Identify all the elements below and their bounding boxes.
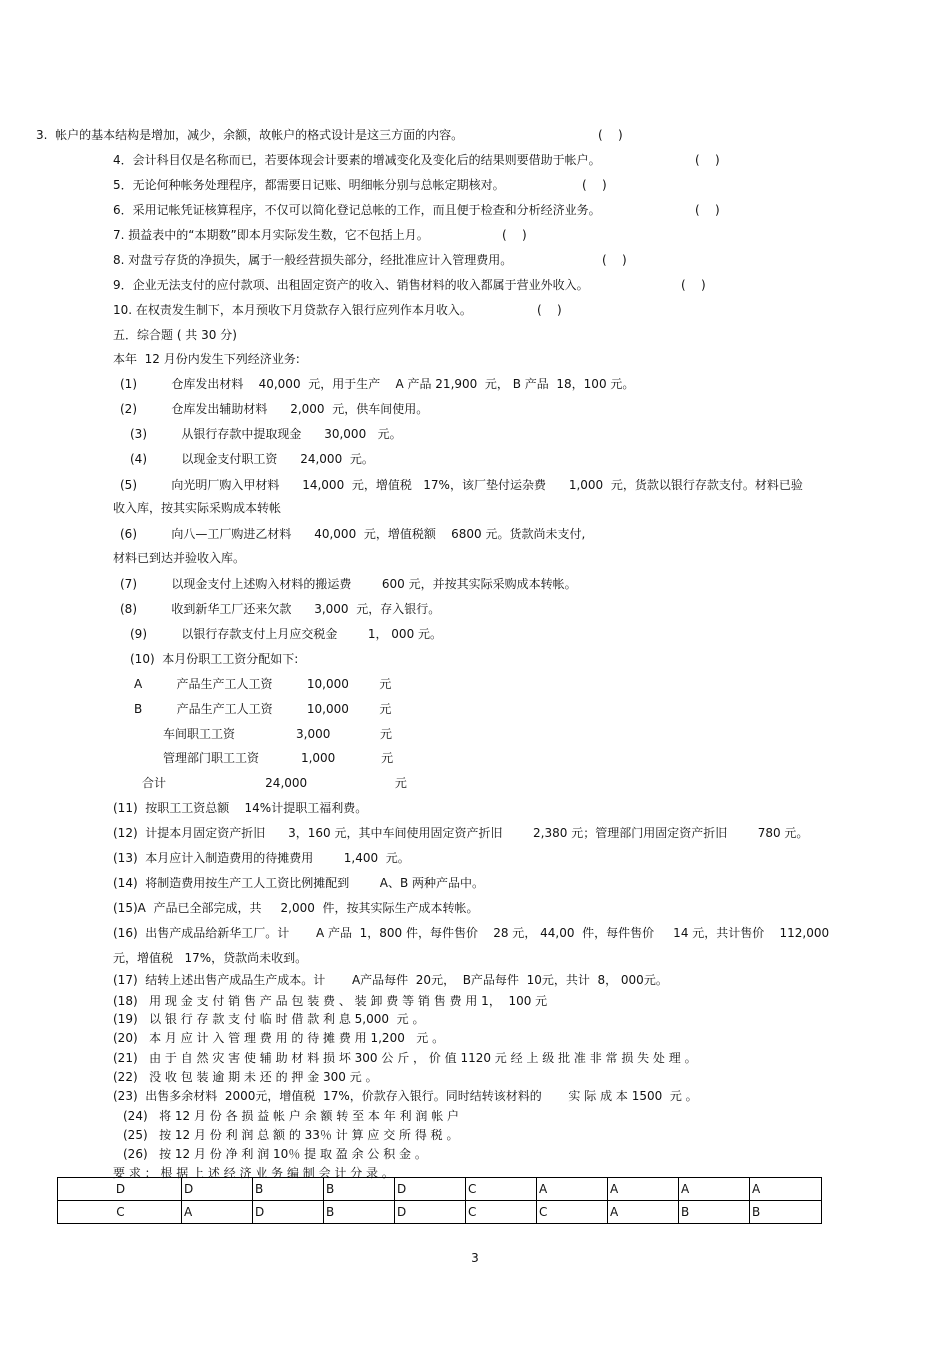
text-line: (5) 向光明厂购入甲材料 14,000 元，增值税 17%，该厂垫付运杂费 1,000 元，货款以银行存款支付。材料已验: [120, 478, 803, 492]
table-row: [58, 1201, 822, 1224]
text-line: (21) 由 于 自 然 灾 害 使 辅 助 材 料 损 坏 300 公 斤 ， 价 值 1120 元 经 上 级 批 准 非 常 损 失 处 理 。: [113, 1051, 697, 1065]
table-cell: B: [324, 1201, 395, 1224]
text-line: 10. 在权责发生制下，本月预收下月贷款存入银行应列作本月收入。: [113, 303, 472, 317]
answer-blank: ( ): [695, 203, 720, 217]
text-line: (9) 以银行存款支付上月应交税金 1， 000 元。: [130, 627, 443, 641]
table-cell: A: [608, 1178, 679, 1201]
table-cell: B: [750, 1201, 822, 1224]
text-line: (4) 以现金支付职工资 24,000 元。: [130, 452, 374, 466]
answer-blank: ( ): [681, 278, 706, 292]
text-line: (18) 用 现 金 支 付 销 售 产 品 包 装 费 、 装 卸 费 等 销 售 费 用 1， 100 元: [113, 994, 548, 1008]
table-cell: B: [324, 1178, 395, 1201]
text-line: (15)A 产品已全部完成，共 2,000 件，按其实际生产成本转帐。: [113, 901, 479, 915]
text-line: 9．企业无法支付的应付款项、出租固定资产的收入、销售材料的收入都属于营业外收入。: [113, 278, 589, 292]
text-line: (10) 本月份职工工资分配如下:: [130, 652, 299, 666]
text-line: (19) 以 银 行 存 款 支 付 临 时 借 款 利 息 5,000 元 。: [113, 1012, 425, 1026]
text-line: (3) 从银行存款中提取现金 30,000 元。: [130, 427, 402, 441]
answer-blank: ( ): [537, 303, 562, 317]
text-line: (8) 收到新华工厂还来欠款 3,000 元，存入银行。: [120, 602, 441, 616]
text-line: 8. 对盘亏存货的净损失，属于一般经营损失部分，经批准应计入管理费用。: [113, 253, 513, 267]
text-line: (25) 按 12 月 份 利 润 总 额 的 33％ 计 算 应 交 所 得 税 。: [123, 1128, 459, 1142]
text-line: (17) 结转上述出售产成品生产成本。计 A产品每件 20元， B产品每件 10元，共计 8， 000元。: [113, 973, 668, 987]
table-row: [58, 1178, 822, 1201]
text-line: 五．综合题 ( 共 30 分): [113, 328, 237, 342]
table-cell: D: [395, 1178, 466, 1201]
text-line: (23) 出售多余材料 2000元，增值税 17%，价款存入银行。同时结转该材料的 实 际 成 本 1500 元 。: [113, 1089, 698, 1103]
text-line: (14) 将制造费用按生产工人工资比例摊配到 A、B 两种产品中。: [113, 876, 485, 890]
text-line: 3. 帐户的基本结构是增加，减少，余额，故帐户的格式设计是这三方面的内容。: [36, 128, 464, 142]
answer-blank: ( ): [502, 228, 527, 242]
text-line: 管理部门职工工资 1,000 元: [163, 751, 394, 765]
text-line: (2) 仓库发出辅助材料 2,000 元，供车间使用。: [120, 402, 429, 416]
text-line: (22) 没 收 包 装 逾 期 未 还 的 押 金 300 元 。: [113, 1070, 378, 1084]
answer-blank: ( ): [582, 178, 607, 192]
table-cell: C: [466, 1201, 537, 1224]
table-cell: C: [466, 1178, 537, 1201]
text-line: 收入库，按其实际采购成本转帐: [113, 501, 282, 515]
table-cell: A: [608, 1201, 679, 1224]
text-line: 合计 24,000 元: [142, 776, 407, 790]
text-line: 要 求 ： 根 据 上 述 经 济 业 务 编 制 会 计 分 录 。: [113, 1166, 394, 1180]
table-cell: A: [537, 1178, 608, 1201]
text-line: 4．会计科目仅是名称而已，若要体现会计要素的增减变化及变化后的结果则要借助于帐户。: [113, 153, 601, 167]
text-line: 5．无论何种帐务处理程序，都需要日记账、明细帐分别与总帐定期核对。: [113, 178, 505, 192]
table-cell: A: [679, 1178, 750, 1201]
answer-blank: ( ): [695, 153, 720, 167]
table-cell: D: [182, 1178, 253, 1201]
table-cell: D: [395, 1201, 466, 1224]
table-cell: D: [58, 1178, 182, 1201]
text-line: (11) 按职工工资总额 14%计提职工福利费。: [113, 801, 368, 815]
text-line: (16) 出售产成品给新华工厂。计 A 产品 1，800 件，每件售价 28 元， 44,00 件，每件售价 14 元，共计售价 112,000: [113, 926, 830, 940]
answer-blank: ( ): [602, 253, 627, 267]
text-line: (7) 以现金支付上述购入材料的搬运费 600 元，并按其实际采购成本转帐。: [120, 577, 577, 591]
page-number: 3: [471, 1251, 479, 1265]
text-line: (12) 计提本月固定资产折旧 3，160 元，其中车间使用固定资产折旧 2,380 元；管理部门用固定资产折旧 780 元。: [113, 826, 809, 840]
table-cell: D: [253, 1201, 324, 1224]
text-line: 本年 12 月份内发生下列经济业务:: [113, 352, 300, 366]
text-line: 7. 损益表中的“本期数”即本月实际发生数，它不包括上月。: [113, 228, 429, 242]
table-cell: C: [537, 1201, 608, 1224]
text-line: 材料已到达并验收入库。: [113, 551, 246, 565]
answer-table: [57, 1177, 822, 1224]
text-line: 元，增值税 17%，贷款尚未收到。: [113, 951, 308, 965]
text-line: B 产品生产工人工资 10,000 元: [134, 702, 392, 716]
answer-blank: ( ): [598, 128, 623, 142]
text-line: (20) 本 月 应 计 入 管 理 费 用 的 待 摊 费 用 1,200 元 。: [113, 1031, 445, 1045]
text-line: (1) 仓库发出材料 40,000 元，用于生产 A 产品 21,900 元， B 产品 18，100 元。: [120, 377, 635, 391]
text-line: (26) 按 12 月 份 净 利 润 10％ 提 取 盈 余 公 积 金 。: [123, 1147, 427, 1161]
text-line: 6．采用记帐凭证核算程序，不仅可以简化登记总帐的工作，而且便于检查和分析经济业务。: [113, 203, 601, 217]
table-cell: B: [253, 1178, 324, 1201]
table-cell: C: [58, 1201, 182, 1224]
text-line: 车间职工工资 3,000 元: [163, 727, 392, 741]
text-line: (24) 将 12 月 份 各 损 益 帐 户 余 额 转 至 本 年 利 润 帐 户: [123, 1109, 460, 1123]
table-cell: B: [679, 1201, 750, 1224]
text-line: A 产品生产工人工资 10,000 元: [134, 677, 392, 691]
text-line: (6) 向八—工厂购进乙材料 40,000 元，增值税额 6800 元。货款尚未支付,: [120, 527, 586, 541]
table-cell: A: [182, 1201, 253, 1224]
table-cell: A: [750, 1178, 822, 1201]
text-line: (13) 本月应计入制造费用的待摊费用 1,400 元。: [113, 851, 410, 865]
